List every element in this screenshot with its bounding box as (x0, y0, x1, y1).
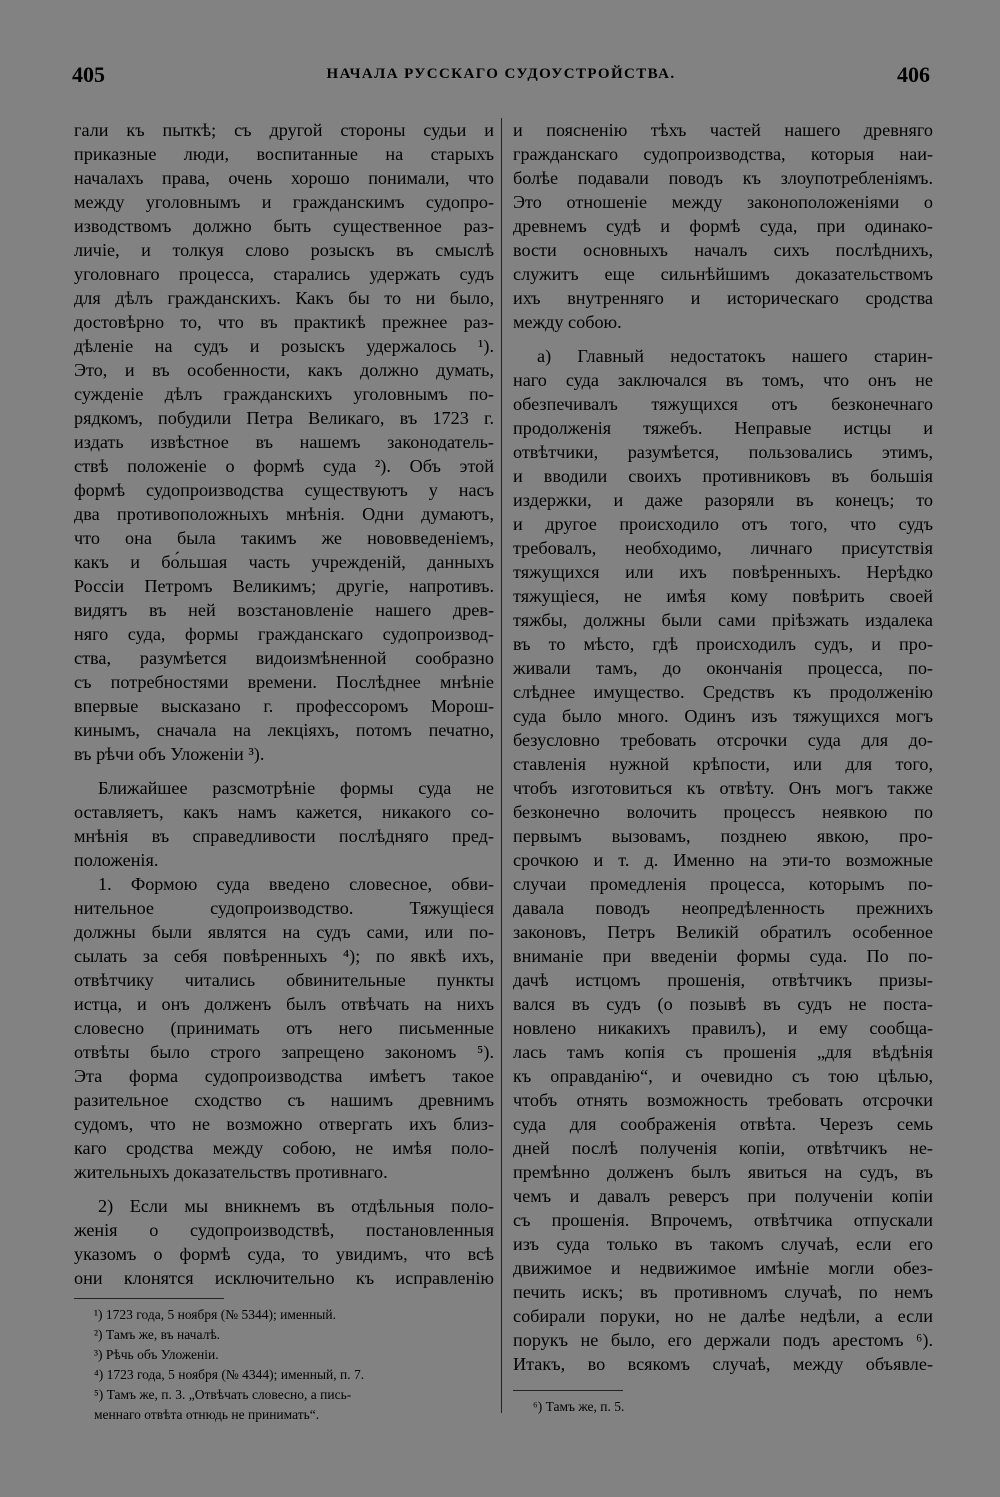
text-line: движимое и недвижимое имѣніе могли обез- (513, 1258, 933, 1278)
text-line: наго суда заключался въ томъ, что онъ не (513, 370, 933, 390)
text-line: судомъ, что не возможно отвергать ихъ близ- (74, 1114, 494, 1134)
text-line: ствѣ положеніе о формѣ суда ²). Объ этой (74, 456, 494, 476)
text-line: болѣе подавали поводъ къ злоупотребленіямъ. (513, 168, 933, 188)
text-line: продолженія тяжебъ. Неправые истцы и (513, 418, 933, 438)
running-title: НАЧАЛА РУССКАГО СУДОУСТРОЙСТВА. (326, 66, 676, 82)
text-line: ставленія нужной крѣпости, или для того, (513, 754, 933, 774)
text-line: какъ и бо́льшая часть учрежденій, данныхъ (74, 552, 494, 572)
text-line: суда для соображенія отвѣта. Черезъ семь (513, 1114, 933, 1134)
text-line: каго сродства между собою, не имѣя поло- (74, 1138, 494, 1158)
text-line: словесно (принимать отъ него письменные (74, 1018, 494, 1038)
text-line: 2) Если мы вникнемъ въ отдѣльныя поло- (98, 1196, 494, 1216)
footnote: ⁶) Тамъ же, п. 5. (533, 1399, 625, 1414)
text-line: сужденіе дѣлъ гражданскихъ уголовнымъ по- (74, 384, 494, 404)
footnote: ³) Рѣчь объ Уложеніи. (94, 1347, 219, 1362)
text-line: что она была такимъ же нововведеніемъ, (74, 528, 494, 548)
text-line: уголовнаго процесса, старались удержать судъ (74, 264, 494, 284)
text-line: они клонятся исключительно къ исправленію (74, 1268, 494, 1288)
text-line: между уголовнымъ и гражданскимъ судопро- (74, 192, 494, 212)
text-line: гражданскаго судопроизводства, которыя наи- (513, 144, 933, 164)
text-line: отвѣтчику читались обвинительные пункты (74, 970, 494, 990)
text-line: Россіи Петромъ Великимъ; другіе, напротивъ. (74, 576, 494, 596)
text-line: Это, и въ особенности, какъ должно думать, (74, 360, 494, 380)
text-line: впервые высказано г. профессоромъ Морош- (74, 696, 494, 716)
text-line: тяжущіеся, не имѣя кому повѣрить своей (513, 586, 933, 606)
text-line: Итакъ, во всякомъ случаѣ, между объявле- (513, 1354, 933, 1374)
text-line: гали къ пыткѣ; съ другой стороны судьи и (74, 120, 494, 140)
text-line: оставляетъ, какъ намъ кажется, никакого со- (74, 802, 494, 822)
text-line: премѣнно долженъ былъ явиться на судъ, въ (513, 1162, 933, 1182)
text-line: Эта форма судопроизводства имѣетъ такое (74, 1066, 494, 1086)
text-line: кинымъ, сначала на лекціяхъ, потомъ печатно, (74, 720, 494, 740)
text-line: 1. Формою суда введено словесное, обви- (98, 874, 494, 894)
text-line: тяжбы, должны были сами пріѣзжать издалека (513, 610, 933, 630)
text-line: чтобъ изготовиться къ отвѣту. Онъ могъ также (513, 778, 933, 798)
text-line: требовалъ, необходимо, личнаго присутствія (513, 538, 933, 558)
text-line: собирали поруки, но не далѣе недѣли, а если (513, 1306, 933, 1326)
text-line: издержки, и даже разоряли въ конецъ; то (513, 490, 933, 510)
text-line: срочкою и т. д. Именно на эти-то возможные (513, 850, 933, 870)
text-line: печить искъ; въ противномъ случаѣ, по немъ (513, 1282, 933, 1302)
running-header (70, 62, 932, 102)
text-line: служитъ еще сильнѣйшимъ доказательствомъ (513, 264, 933, 284)
footnote-rule-right (513, 1390, 623, 1391)
text-line: мнѣнія въ справедливости послѣдняго пред- (74, 826, 494, 846)
footnote: меннаго отвѣта отнюдь не принимать“. (94, 1407, 320, 1422)
text-line: между собою. (513, 312, 622, 332)
text-line: и вводили своихъ противниковъ въ большія (513, 466, 933, 486)
text-line: два противоположныхъ мнѣнія. Одни думаютъ, (74, 504, 494, 524)
text-line: вости основныхъ началъ сихъ послѣднихъ, (513, 240, 933, 260)
text-line: чтобъ отнять возможность требовать отсрочки (513, 1090, 933, 1110)
text-line: жительныхъ доказательствъ противнаго. (74, 1162, 388, 1182)
page-number-left: 405 (72, 62, 105, 87)
text-line: первымъ вызовамъ, позднею явкою, про- (513, 826, 933, 846)
column-divider (501, 118, 502, 1413)
text-line: вниманіе при введеніи формы суда. По по- (513, 946, 933, 966)
text-line: началахъ права, очень хорошо понимали, что (74, 168, 494, 188)
text-line: къ оправданію“, и очевидно съ тою цѣлью, (513, 1066, 933, 1086)
text-line: безконечно волочить процессъ неявкою по (513, 802, 933, 822)
text-line: рядкомъ, побудили Петра Великаго, въ 1723 г. (74, 408, 494, 428)
text-line: изъ суда только въ такомъ случаѣ, если его (513, 1234, 933, 1254)
right-body (513, 118, 933, 1376)
footnote: ⁵) Тамъ же, п. 3. „Отвѣчать словесно, а пись- (94, 1387, 352, 1402)
text-line: вался въ судъ (о позывѣ въ судъ не поста- (513, 994, 933, 1014)
text-line: живали тамъ, до окончанія процесса, по- (513, 658, 933, 678)
text-line: и другое происходило отъ того, что судъ (513, 514, 933, 534)
left-column (74, 118, 494, 1425)
footnote: ¹) 1723 года, 5 ноября (№ 5344); именный. (94, 1307, 336, 1322)
text-line: няго суда, формы гражданскаго судопроизвод- (74, 624, 494, 644)
text-line: случаи промедленія процесса, которымъ по- (513, 874, 933, 894)
footnote: ²) Тамъ же, въ началѣ. (94, 1327, 221, 1342)
text-line: безусловно требовать отсрочки суда для до- (513, 730, 933, 750)
text-line: издать извѣстное въ нашемъ законодатель- (74, 432, 494, 452)
text-line: суда было много. Одинъ изъ тяжущихся могъ (513, 706, 933, 726)
text-line: чемъ и давалъ реверсъ при полученіи копіи (513, 1186, 933, 1206)
text-line: слѣднее имущество. Средствъ къ продолженію (513, 682, 933, 702)
text-line: нительное судопроизводство. Тяжущіеся (74, 898, 494, 918)
text-line: Ближайшее разсмотрѣніе формы суда не (98, 778, 494, 798)
text-line: личіе, и толкуя слово розыскъ въ смыслѣ (74, 240, 494, 260)
text-line: съ прошенія. Впрочемъ, отвѣтчика отпускали (513, 1210, 933, 1230)
text-line: формѣ судопроизводства существуютъ у насъ (74, 480, 494, 500)
text-line: въ рѣчи объ Уложеніи ³). (74, 744, 265, 764)
footnote: ⁴) 1723 года, 5 ноября (№ 4344); именный, п. 7. (94, 1367, 365, 1382)
text-line: достовѣрно то, что въ практикѣ прежнее раз- (74, 312, 494, 332)
left-body (74, 118, 494, 1290)
page-number-right: 406 (897, 62, 930, 87)
text-line: отвѣты было строго запрещено закономъ ⁵). (74, 1042, 494, 1062)
right-column (513, 118, 933, 1417)
left-footnotes (74, 1305, 494, 1425)
text-line: для дѣлъ гражданскихъ. Какъ бы то ни было, (74, 288, 494, 308)
text-line: отвѣтчики, разумѣется, пользовались этимъ, (513, 442, 933, 462)
text-line: ства, разумѣется видоизмѣненной сообразно (74, 648, 494, 668)
text-line: женія о судопроизводствѣ, постановленныя (74, 1220, 494, 1240)
text-line: сылать за себя повѣренныхъ ⁴); по явкѣ ихъ, (74, 946, 494, 966)
text-line: разительное сходство съ нашимъ древнимъ (74, 1090, 494, 1110)
text-line: и поясненію тѣхъ частей нашего древняго (513, 120, 933, 140)
text-line: тяжущихся или ихъ повѣренныхъ. Нерѣдко (513, 562, 933, 582)
text-line: новлено никакихъ правилъ), и ему сообща- (513, 1018, 933, 1038)
text-line: лась тамъ копія съ прошенія „для вѣдѣнія (513, 1042, 933, 1062)
text-line: Это отношеніе между законоположеніями о (513, 192, 933, 212)
text-line: указомъ о формѣ суда, то увидимъ, что всѣ (74, 1244, 494, 1264)
text-line: дѣленіе на судъ и розыскъ удержалось ¹). (74, 336, 494, 356)
text-line: дней послѣ полученія копіи, отвѣтчикъ не- (513, 1138, 933, 1158)
text-line: видятъ въ ней возстановленіе нашего древ- (74, 600, 494, 620)
text-line: обезпечивалъ тяжущихся отъ безконечнаго (513, 394, 933, 414)
right-footnotes (513, 1397, 933, 1417)
text-line: положенія. (74, 850, 159, 870)
text-line: въ то мѣсто, гдѣ происходилъ судъ, и про- (513, 634, 933, 654)
text-line: а) Главный недостатокъ нашего старин- (537, 346, 933, 366)
text-line: законовъ, Петръ Великій обратилъ особенное (513, 922, 933, 942)
text-line: давала поводъ неопредѣленность прежнихъ (513, 898, 933, 918)
footnote-rule-left (74, 1298, 224, 1299)
text-line: истца, и онъ долженъ былъ отвѣчать на нихъ (74, 994, 494, 1014)
text-line: ихъ внутренняго и историческаго сродства (513, 288, 933, 308)
text-line: порукъ не было, его держали подъ арестомъ ⁶). (513, 1330, 933, 1350)
text-line: съ потребностями времени. Послѣднее мнѣніе (74, 672, 494, 692)
text-line: дачѣ истцомъ прошенія, отвѣтчикъ призы- (513, 970, 933, 990)
text-line: древнемъ судѣ и формѣ суда, при одинако- (513, 216, 933, 236)
text-line: изводствомъ должно быть существенное раз- (74, 216, 494, 236)
text-line: приказные люди, воспитанные на старыхъ (74, 144, 494, 164)
text-line: должны были являтся на судъ сами, или по- (74, 922, 494, 942)
